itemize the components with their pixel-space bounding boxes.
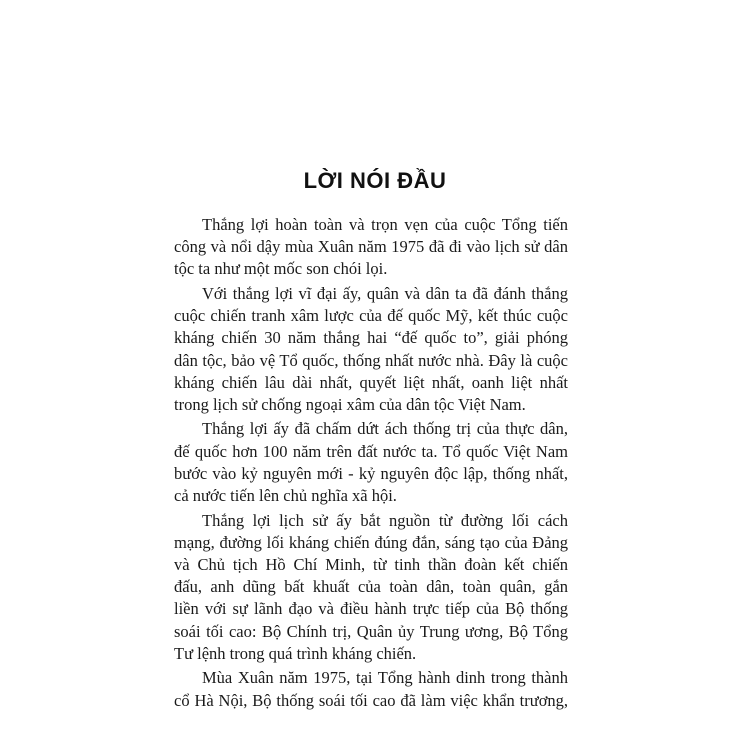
text-line: liền với sự lãnh đạo và điều hành trực tiếp của Bộ thống	[174, 599, 569, 619]
text-line: Với thắng lợi vĩ đại ấy, quân và dân ta đã đánh thắng	[202, 283, 568, 303]
text-line: bước vào kỷ nguyên mới - kỷ nguyên độc lập, thống nhất,	[174, 463, 568, 483]
text-line: dân tộc, bảo vệ Tổ quốc, thống nhất nước nhà. Đây là cuộc	[174, 350, 568, 370]
text-line: soái tối cao: Bộ Chính trị, Quân ủy Trung ương, Bộ Tổng	[174, 621, 568, 641]
text-line: đế quốc hơn 100 năm trên đất nước ta. Tổ quốc Việt Nam	[174, 441, 568, 461]
text-line: tộc ta như một mốc son chói lọi.	[174, 259, 388, 279]
text-line: và Chủ tịch Hồ Chí Minh, từ tinh thần đoàn kết chiến	[174, 554, 569, 574]
page-title: LỜI NÓI ĐẦU	[303, 168, 447, 193]
body-text	[174, 214, 568, 714]
text-line: công và nổi dậy mùa Xuân năm 1975 đã đi vào lịch sử dân	[174, 237, 569, 257]
text-line: Mùa Xuân năm 1975, tại Tổng hành dinh trong thành	[202, 668, 568, 688]
text-line: Thắng lợi hoàn toàn và trọn vẹn của cuộc Tổng tiến	[202, 215, 568, 234]
text-line: kháng chiến lâu dài nhất, quyết liệt nhất, oanh liệt nhất	[174, 372, 568, 392]
text-line: đấu, anh dũng bất khuất của toàn dân, toàn quân, gắn	[174, 577, 569, 597]
text-line: kháng chiến 30 năm thắng hai “đế quốc to”, giải phóng	[174, 328, 568, 348]
text-line: Thắng lợi lịch sử ấy bắt nguồn từ đường lối cách	[202, 510, 568, 530]
text-line: mạng, đường lối kháng chiến đúng đắn, sáng tạo của Đảng	[174, 532, 569, 552]
text-line: cuộc chiến tranh xâm lược của đế quốc Mỹ, kết thúc cuộc	[174, 306, 568, 326]
text-line: cả nước tiến lên chủ nghĩa xã hội.	[174, 486, 397, 506]
paragraph-3	[174, 418, 568, 507]
text-line: trong lịch sử chống ngoại xâm của dân tộc Việt Nam.	[174, 394, 526, 414]
paragraph-1	[174, 214, 568, 281]
paragraph-2	[174, 283, 568, 416]
text-line: cổ Hà Nội, Bộ thống soái tối cao đã làm việc khẩn trương,	[174, 690, 569, 710]
paragraph-5	[174, 667, 568, 711]
text-line: Thắng lợi ấy đã chấm dứt ách thống trị của thực dân,	[202, 419, 568, 439]
text-line: Tư lệnh trong quá trình kháng chiến.	[174, 643, 417, 663]
paragraph-4	[174, 510, 568, 665]
